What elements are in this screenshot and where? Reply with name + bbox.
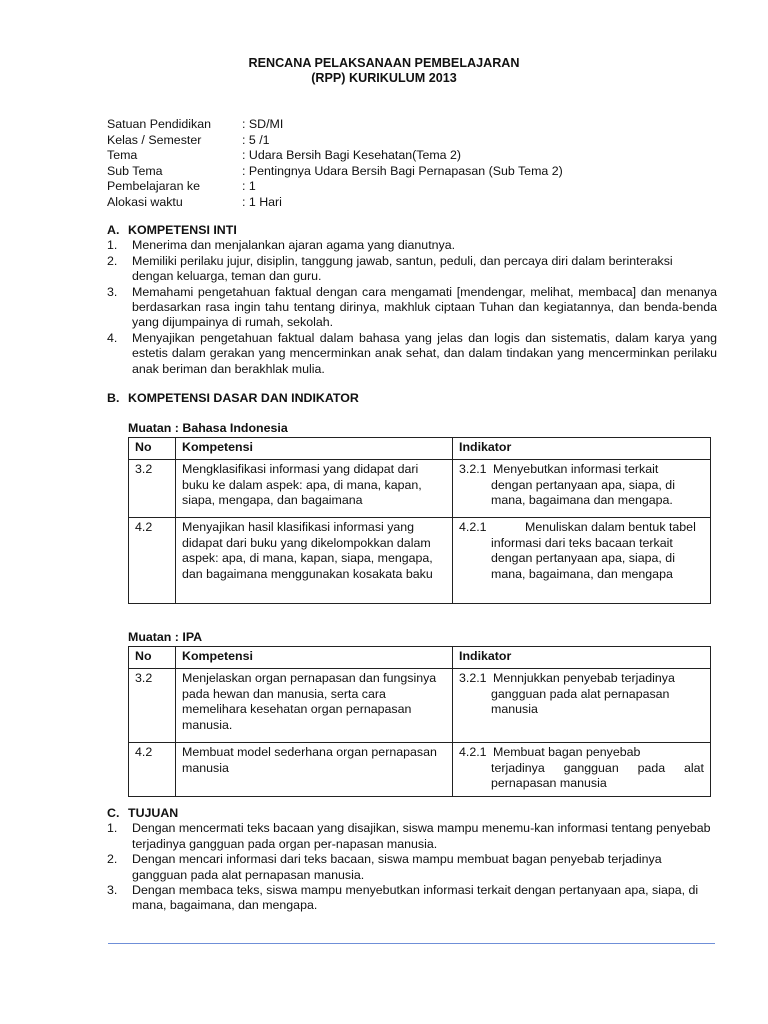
tujuan-list — [107, 821, 717, 913]
header-indikator: Indikator — [453, 438, 711, 460]
identity-label: Pembelajaran ke — [107, 179, 200, 193]
kompetensi-inti-list — [107, 238, 717, 377]
cell-no: 3.2 — [129, 460, 176, 518]
section-title: KOMPETENSI INTI — [128, 223, 237, 237]
section-letter: B. — [107, 391, 120, 405]
section-heading — [107, 806, 717, 821]
header-no: No — [129, 438, 176, 460]
list-number: 2. — [107, 852, 118, 867]
cell-kompetensi: Membuat model sederhana organ pernapasan manusia — [176, 743, 453, 797]
table-bahasa-indonesia — [128, 437, 711, 604]
cell-indikator — [453, 460, 711, 518]
indicator-text: Menuliskan dalam bentuk tabel — [525, 520, 696, 535]
identity-row — [107, 164, 563, 180]
section-kompetensi-inti — [107, 223, 717, 377]
identity-row — [107, 133, 563, 149]
header-indikator: Indikator — [453, 647, 711, 669]
table-row — [129, 518, 711, 604]
indicator-continuation: informasi dari teks bacaan terkait dengan pertanyaan apa, siapa, di mana, bagaimana, dan mengapa — [491, 535, 675, 581]
list-text: Memahami pengetahuan faktual dengan cara mengamati [mendengar, melihat, membaca] dan menanya berdasarkan rasa ingin tahu tentang dirinya, makhluk ciptaan Tuhan dan kegiatannya, dan benda-benda yang dijumpainya di rumah, sekolah. — [132, 284, 717, 330]
footer-divider — [108, 943, 715, 944]
identity-row — [107, 195, 563, 211]
section-heading — [107, 391, 717, 406]
list-text: Dengan mencermati teks bacaan yang disajikan, siswa mampu menemu-kan informasi tentang penyebab terjadinya gangguan pada organ per-napasan manusia. — [132, 821, 711, 851]
list-item — [107, 331, 717, 377]
section-title: KOMPETENSI DASAR DAN INDIKATOR — [128, 391, 359, 405]
identity-value: : 1 Hari — [242, 194, 282, 209]
indicator-code: 4.2.1 — [459, 520, 487, 535]
indicator-code: 3.2.1 — [459, 671, 487, 686]
header-kompetensi: Kompetensi — [176, 647, 453, 669]
list-text: Menyajikan pengetahuan faktual dalam bahasa yang jelas dan logis dan sistematis, dalam karya yang estetis dalam gerakan yang mencerminkan anak sehat, dan dalam tindakan yang mencerminkan perilaku anak beriman dan berakhlak mulia. — [132, 330, 717, 376]
section-tujuan — [107, 806, 717, 914]
list-number: 4. — [107, 330, 118, 345]
table-row — [129, 743, 711, 797]
list-number: 1. — [107, 821, 118, 836]
list-item — [107, 852, 717, 883]
section-letter: A. — [107, 223, 120, 237]
indicator-text: Mennjukkan penyebab terjadinya — [493, 671, 675, 686]
title-line-2: (RPP) KURIKULUM 2013 — [311, 71, 457, 85]
muatan-ipa-title: Muatan : IPA — [128, 630, 203, 644]
identity-label: Alokasi waktu — [107, 194, 183, 209]
indicator-text: Membuat bagan penyebab — [493, 745, 641, 760]
section-kompetensi-dasar — [107, 391, 717, 406]
list-text: Dengan mencari informasi dari teks bacaan, siswa mampu membuat bagan penyebab terjadinya gangguan pada alat pernapasan manusia. — [132, 852, 662, 882]
identity-label: Sub Tema — [107, 163, 163, 178]
list-item — [107, 254, 717, 285]
indicator-continuation: dengan pertanyaan apa, siapa, di mana, bagaimana dan mengapa. — [491, 477, 675, 508]
table-ipa — [128, 646, 711, 797]
indicator-text: Menyebutkan informasi terkait — [493, 462, 659, 477]
list-text: Menerima dan menjalankan ajaran agama yang dianutnya. — [132, 238, 456, 253]
list-number: 3. — [107, 883, 118, 898]
identity-value: : Udara Bersih Bagi Kesehatan(Tema 2) — [242, 148, 462, 162]
identity-label: Satuan Pendidikan — [107, 117, 212, 131]
indicator-code: 4.2.1 — [459, 745, 487, 760]
header-no: No — [129, 647, 176, 669]
list-number: 2. — [107, 253, 118, 268]
list-item — [107, 883, 717, 914]
cell-no: 4.2 — [129, 518, 176, 604]
list-number: 1. — [107, 238, 118, 253]
cell-kompetensi: Menjelaskan organ pernapasan dan fungsinya pada hewan dan manusia, serta cara memelihara kesehatan organ pernapasan manusia. — [176, 669, 453, 743]
muatan-bahasa-title: Muatan : Bahasa Indonesia — [128, 421, 288, 435]
header-kompetensi: Kompetensi — [176, 438, 453, 460]
indicator-continuation: terjadinya gangguan pada alat pernapasan manusia — [491, 760, 704, 791]
cell-kompetensi: Menyajikan hasil klasifikasi informasi yang didapat dari buku yang dikelompokkan dalam aspek: apa, di mana, kapan, siapa, mengapa, dan bagaimana menggunakan kosakata baku — [176, 518, 453, 604]
list-item — [107, 285, 717, 331]
list-text: Memiliki perilaku jujur, disiplin, tanggung jawab, santun, peduli, dan percaya diri dalam berinteraksi dengan keluarga, teman dan guru. — [132, 253, 673, 284]
table-header-row — [129, 438, 711, 460]
list-item — [107, 238, 717, 253]
document-title — [0, 56, 768, 86]
section-letter: C. — [107, 806, 120, 820]
identity-block — [107, 117, 563, 210]
identity-label: Tema — [107, 148, 138, 162]
identity-label: Kelas / Semester — [107, 132, 202, 147]
cell-indikator — [453, 669, 711, 743]
section-title: TUJUAN — [128, 806, 179, 820]
identity-value: : 1 — [242, 179, 256, 193]
identity-value: : 5 /1 — [242, 132, 270, 147]
table-header-row — [129, 647, 711, 669]
identity-value: : Pentingnya Udara Bersih Bagi Pernapasan (Sub Tema 2) — [242, 163, 563, 178]
title-line-1: RENCANA PELAKSANAAN PEMBELAJARAN — [248, 56, 520, 70]
identity-row — [107, 179, 563, 195]
cell-indikator — [453, 518, 711, 604]
cell-no: 4.2 — [129, 743, 176, 797]
list-text: Dengan membaca teks, siswa mampu menyebutkan informasi terkait dengan pertanyaan apa, siapa, di mana, bagaimana, dan mengapa. — [132, 883, 699, 913]
table-row — [129, 460, 711, 518]
table-row — [129, 669, 711, 743]
cell-no: 3.2 — [129, 669, 176, 743]
indicator-code: 3.2.1 — [459, 462, 487, 477]
section-heading — [107, 223, 717, 238]
list-number: 3. — [107, 284, 118, 299]
indicator-continuation: gangguan pada alat pernapasan manusia — [491, 686, 670, 717]
identity-value: : SD/MI — [242, 117, 284, 131]
identity-row — [107, 117, 563, 133]
list-item — [107, 821, 717, 852]
identity-row — [107, 148, 563, 164]
cell-kompetensi: Mengklasifikasi informasi yang didapat dari buku ke dalam aspek: apa, di mana, kapan, siapa, mengapa, dan bagaimana — [176, 460, 453, 518]
cell-indikator — [453, 743, 711, 797]
